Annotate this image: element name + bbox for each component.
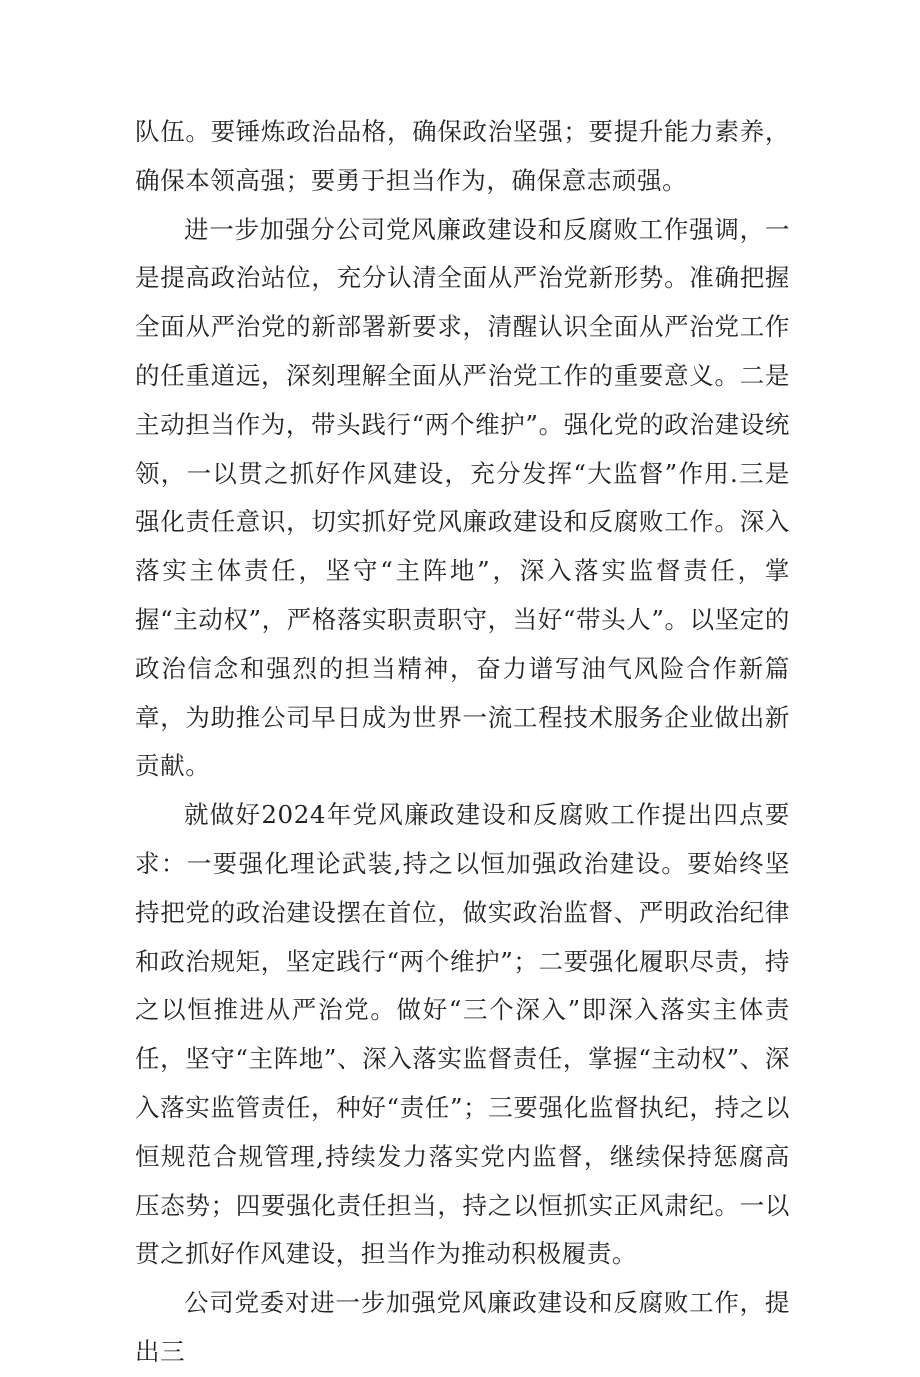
document-body — [135, 108, 790, 1377]
paragraph-branch-requirements: 进一步加强分公司党风廉政建设和反腐败工作强调，一是提高政治站位，充分认清全面从严治党新形势。准确把握全面从严治党的新部署新要求，清醒认识全面从严治党工作的任重道远，深刻理解全面从严治党工作的重要意义。二是主动担当作为，带头践行“两个维护”。强化党的政治建设统领，一以贯之抓好作风建设，充分发挥“大监督”作用.三是强化责任意识，切实抓好党风廉政建设和反腐败工作。深入落实主体责任，坚守“主阵地”，深入落实监督责任，掌握“主动权”，严格落实职责职守，当好“带头人”。以坚定的政治信念和强烈的担当精神，奋力谱写油气风险合作新篇章，为助推公司早日成为世界一流工程技术服务企业做出新贡献。 — [135, 214, 790, 781]
paragraph-2024-requirements: 就做好2024年党风廉政建设和反腐败工作提出四点要求：一要强化理论武装,持之以恒加强政治建设。要始终坚持把党的政治建设摆在首位，做实政治监督、严明政治纪律和政治规矩，坚定践行“两个维护”；二要强化履职尽责，持之以恒推进从严治党。做好“三个深入”即深入落实主体责任，坚守“主阵地”、深入落实监督责任，掌握“主动权”、深入落实监管责任，种好“责任”；三要强化监督执纪，持之以恒规范合规管理,持续发力落实党内监督，继续保持惩腐高压态势；四要强化责任担当，持之以恒抓实正风肃纪。一以贯之抓好作风建设，担当作为推动积极履责。 — [135, 800, 790, 1269]
paragraph-party-committee: 公司党委对进一步加强党风廉政建设和反腐败工作，提出三 — [135, 1288, 790, 1366]
paragraph-continued: 队伍。要锤炼政治品格，确保政治坚强；要提升能力素养，确保本领高强；要勇于担当作为，确保意志顽强。 — [135, 117, 790, 195]
